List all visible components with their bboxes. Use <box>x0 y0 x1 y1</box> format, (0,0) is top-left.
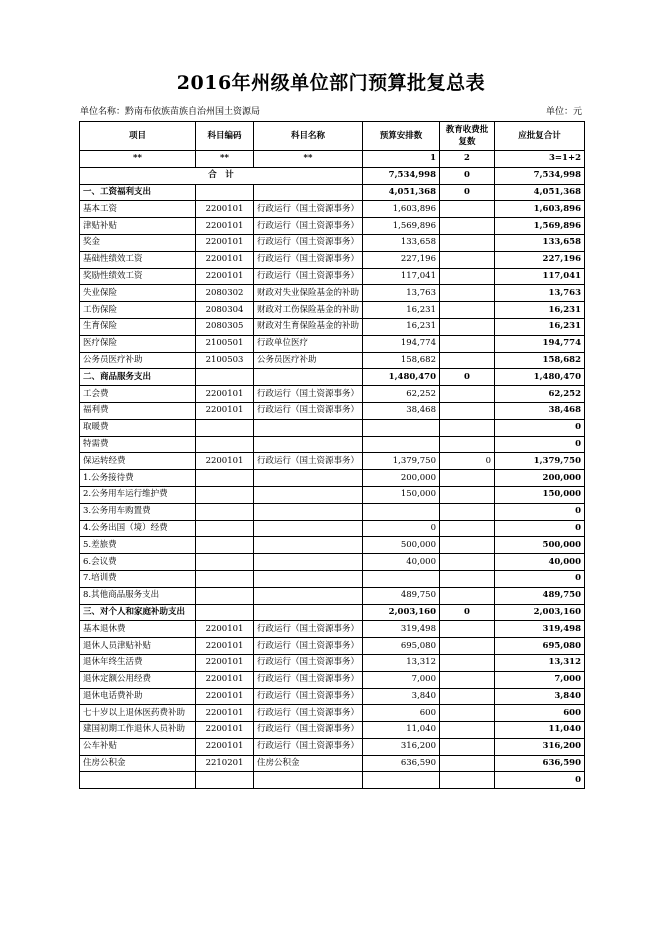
cell-code: 2200101 <box>196 688 254 705</box>
index-item: ** <box>80 151 196 168</box>
cell-code <box>196 772 254 789</box>
cell-item <box>80 772 196 789</box>
cell-name: 行政运行（国土资源事务） <box>254 738 363 755</box>
cell-budget: 319,498 <box>363 621 440 638</box>
cell-budget: 316,200 <box>363 738 440 755</box>
cell-total: 0 <box>495 436 585 453</box>
cell-item: 基础性绩效工资 <box>80 251 196 268</box>
cell-total: 150,000 <box>495 486 585 503</box>
sum-label: 合 计 <box>80 167 363 184</box>
table-row <box>80 285 585 302</box>
cell-name <box>254 184 363 201</box>
cell-edu <box>440 671 495 688</box>
cell-name: 行政运行（国土资源事务） <box>254 218 363 235</box>
sum-row <box>80 167 585 184</box>
cell-name: 行政运行（国土资源事务） <box>254 705 363 722</box>
table-row <box>80 688 585 705</box>
cell-total: 489,750 <box>495 587 585 604</box>
cell-name <box>254 772 363 789</box>
cell-name: 行政运行（国土资源事务） <box>254 234 363 251</box>
cell-code: 2200101 <box>196 638 254 655</box>
cell-item: 退休电话费补助 <box>80 688 196 705</box>
cell-name: 行政运行（国土资源事务） <box>254 386 363 403</box>
cell-total: 1,603,896 <box>495 201 585 218</box>
cell-edu: 0 <box>440 184 495 201</box>
cell-name <box>254 537 363 554</box>
cell-budget: 0 <box>363 520 440 537</box>
cell-total: 1,569,896 <box>495 218 585 235</box>
cell-item: 奖金 <box>80 234 196 251</box>
cell-name: 行政单位医疗 <box>254 335 363 352</box>
cell-code <box>196 520 254 537</box>
cell-budget <box>363 419 440 436</box>
table-row <box>80 318 585 335</box>
cell-name <box>254 436 363 453</box>
cell-edu <box>440 352 495 369</box>
cell-total: 13,312 <box>495 654 585 671</box>
currency-unit: 单位：元 <box>545 107 582 117</box>
cell-total: 695,080 <box>495 638 585 655</box>
cell-budget: 500,000 <box>363 537 440 554</box>
cell-item: 基本退休费 <box>80 621 196 638</box>
cell-item: 取暖费 <box>80 419 196 436</box>
cell-edu <box>440 503 495 520</box>
budget-table <box>79 121 585 789</box>
cell-name <box>254 604 363 621</box>
cell-budget: 133,658 <box>363 234 440 251</box>
cell-code: 2200101 <box>196 453 254 470</box>
cell-edu <box>440 537 495 554</box>
cell-edu <box>440 570 495 587</box>
cell-edu <box>440 285 495 302</box>
cell-item: 基本工资 <box>80 201 196 218</box>
cell-edu <box>440 738 495 755</box>
index-total: 3=1+2 <box>495 151 585 168</box>
section-row <box>80 604 585 621</box>
cell-edu: 0 <box>440 369 495 386</box>
cell-budget: 7,000 <box>363 671 440 688</box>
cell-name <box>254 369 363 386</box>
cell-code: 2200101 <box>196 234 254 251</box>
cell-code: 2200101 <box>196 722 254 739</box>
cell-code: 2100501 <box>196 335 254 352</box>
table-row <box>80 302 585 319</box>
cell-edu <box>440 302 495 319</box>
cell-total: 1,379,750 <box>495 453 585 470</box>
cell-total: 0 <box>495 419 585 436</box>
cell-budget: 16,231 <box>363 318 440 335</box>
cell-budget: 600 <box>363 705 440 722</box>
cell-total: 7,000 <box>495 671 585 688</box>
cell-name <box>254 503 363 520</box>
cell-edu <box>440 436 495 453</box>
page-title: 2016年州级单位部门预算批复总表 <box>176 72 486 94</box>
cell-name <box>254 570 363 587</box>
cell-budget: 150,000 <box>363 486 440 503</box>
cell-budget: 695,080 <box>363 638 440 655</box>
cell-name: 财政对工伤保险基金的补助 <box>254 302 363 319</box>
cell-total: 11,040 <box>495 722 585 739</box>
cell-code: 2200101 <box>196 268 254 285</box>
cell-total: 0 <box>495 503 585 520</box>
cell-name: 公务员医疗补助 <box>254 352 363 369</box>
cell-name: 财政对失业保险基金的补助 <box>254 285 363 302</box>
table-row <box>80 402 585 419</box>
cell-name <box>254 587 363 604</box>
table-row <box>80 520 585 537</box>
table-row <box>80 352 585 369</box>
cell-edu <box>440 722 495 739</box>
cell-edu <box>440 234 495 251</box>
cell-budget <box>363 436 440 453</box>
cell-edu <box>440 251 495 268</box>
cell-item: 退休年终生活费 <box>80 654 196 671</box>
cell-edu <box>440 318 495 335</box>
cell-item: 二、商品服务支出 <box>80 369 196 386</box>
table-row <box>80 335 585 352</box>
cell-code: 2200101 <box>196 201 254 218</box>
cell-item: 5.差旅费 <box>80 537 196 554</box>
header-name: 科目名称 <box>254 122 363 151</box>
cell-budget: 62,252 <box>363 386 440 403</box>
cell-name: 财政对生育保险基金的补助 <box>254 318 363 335</box>
cell-total: 1,480,470 <box>495 369 585 386</box>
table-row <box>80 268 585 285</box>
cell-code: 2200101 <box>196 705 254 722</box>
cell-name: 行政运行（国土资源事务） <box>254 671 363 688</box>
cell-budget: 636,590 <box>363 755 440 772</box>
table-row <box>80 554 585 571</box>
cell-total: 3,840 <box>495 688 585 705</box>
cell-edu <box>440 554 495 571</box>
cell-budget: 1,379,750 <box>363 453 440 470</box>
cell-item: 福利费 <box>80 402 196 419</box>
cell-item: 住房公积金 <box>80 755 196 772</box>
cell-edu <box>440 419 495 436</box>
header-edu: 教育收费批复数 <box>440 122 495 151</box>
cell-code: 2200101 <box>196 738 254 755</box>
cell-budget: 117,041 <box>363 268 440 285</box>
cell-total: 316,200 <box>495 738 585 755</box>
cell-item: 退休定额公用经费 <box>80 671 196 688</box>
table-row <box>80 251 585 268</box>
cell-budget: 11,040 <box>363 722 440 739</box>
cell-total: 319,498 <box>495 621 585 638</box>
cell-name <box>254 554 363 571</box>
cell-edu <box>440 470 495 487</box>
cell-budget: 13,763 <box>363 285 440 302</box>
cell-edu <box>440 201 495 218</box>
cell-edu <box>440 621 495 638</box>
sum-total: 7,534,998 <box>495 167 585 184</box>
cell-total: 0 <box>495 570 585 587</box>
cell-edu <box>440 654 495 671</box>
cell-budget: 1,480,470 <box>363 369 440 386</box>
table-row <box>80 419 585 436</box>
cell-budget: 1,569,896 <box>363 218 440 235</box>
cell-code: 2210201 <box>196 755 254 772</box>
cell-item: 建国初期工作退休人员补助 <box>80 722 196 739</box>
cell-budget: 158,682 <box>363 352 440 369</box>
table-row <box>80 638 585 655</box>
cell-budget: 1,603,896 <box>363 201 440 218</box>
cell-code <box>196 554 254 571</box>
cell-edu <box>440 520 495 537</box>
cell-item: 三、对个人和家庭补助支出 <box>80 604 196 621</box>
cell-edu: 0 <box>440 453 495 470</box>
cell-code <box>196 436 254 453</box>
table-row <box>80 436 585 453</box>
cell-total: 0 <box>495 772 585 789</box>
cell-code: 2080305 <box>196 318 254 335</box>
cell-code: 2200101 <box>196 671 254 688</box>
cell-item: 8.其他商品服务支出 <box>80 587 196 604</box>
cell-item: 一、工资福利支出 <box>80 184 196 201</box>
cell-total: 4,051,368 <box>495 184 585 201</box>
table-row <box>80 738 585 755</box>
cell-name: 行政运行（国土资源事务） <box>254 268 363 285</box>
cell-name: 行政运行（国土资源事务） <box>254 654 363 671</box>
cell-item: 七十岁以上退休医药费补助 <box>80 705 196 722</box>
cell-item: 工伤保险 <box>80 302 196 319</box>
cell-budget: 227,196 <box>363 251 440 268</box>
cell-budget: 200,000 <box>363 470 440 487</box>
cell-code <box>196 604 254 621</box>
cell-code <box>196 184 254 201</box>
cell-budget: 38,468 <box>363 402 440 419</box>
cell-budget: 194,774 <box>363 335 440 352</box>
cell-name: 行政运行（国土资源事务） <box>254 688 363 705</box>
cell-budget: 3,840 <box>363 688 440 705</box>
cell-total: 0 <box>495 520 585 537</box>
cell-edu <box>440 402 495 419</box>
cell-budget <box>363 570 440 587</box>
cell-total: 13,763 <box>495 285 585 302</box>
section-row <box>80 184 585 201</box>
cell-code <box>196 503 254 520</box>
table-row <box>80 772 585 789</box>
cell-total: 38,468 <box>495 402 585 419</box>
cell-name <box>254 470 363 487</box>
cell-name <box>254 486 363 503</box>
table-row <box>80 470 585 487</box>
cell-item: 公务员医疗补助 <box>80 352 196 369</box>
cell-item: 生育保险 <box>80 318 196 335</box>
cell-total: 16,231 <box>495 318 585 335</box>
cell-item: 6.会议费 <box>80 554 196 571</box>
cell-edu <box>440 638 495 655</box>
cell-code: 2200101 <box>196 654 254 671</box>
table-row <box>80 453 585 470</box>
cell-total: 194,774 <box>495 335 585 352</box>
cell-item: 退休人员津贴补贴 <box>80 638 196 655</box>
cell-item: 保运转经费 <box>80 453 196 470</box>
table-row <box>80 671 585 688</box>
cell-item: 1.公务接待费 <box>80 470 196 487</box>
cell-total: 158,682 <box>495 352 585 369</box>
cell-name: 行政运行（国土资源事务） <box>254 621 363 638</box>
cell-budget: 2,003,160 <box>363 604 440 621</box>
cell-code <box>196 570 254 587</box>
index-row <box>80 151 585 168</box>
table-row <box>80 503 585 520</box>
cell-budget: 4,051,368 <box>363 184 440 201</box>
cell-item: 3.公务用车购置费 <box>80 503 196 520</box>
cell-name: 住房公积金 <box>254 755 363 772</box>
cell-code: 2200101 <box>196 251 254 268</box>
cell-edu <box>440 486 495 503</box>
cell-name: 行政运行（国土资源事务） <box>254 722 363 739</box>
cell-total: 133,658 <box>495 234 585 251</box>
cell-edu <box>440 705 495 722</box>
table-row <box>80 570 585 587</box>
cell-total: 500,000 <box>495 537 585 554</box>
cell-code <box>196 537 254 554</box>
table-row <box>80 218 585 235</box>
table-row <box>80 201 585 218</box>
cell-code <box>196 419 254 436</box>
cell-budget: 13,312 <box>363 654 440 671</box>
table-row <box>80 705 585 722</box>
table-row <box>80 386 585 403</box>
header-code: 科目编码 <box>196 122 254 151</box>
sum-edu: 0 <box>440 167 495 184</box>
cell-item: 失业保险 <box>80 285 196 302</box>
table-row <box>80 587 585 604</box>
cell-edu <box>440 688 495 705</box>
cell-name <box>254 419 363 436</box>
cell-total: 600 <box>495 705 585 722</box>
cell-code: 2200101 <box>196 218 254 235</box>
header-row <box>80 122 585 151</box>
cell-edu: 0 <box>440 604 495 621</box>
cell-name: 行政运行（国土资源事务） <box>254 251 363 268</box>
cell-total: 200,000 <box>495 470 585 487</box>
table-row <box>80 654 585 671</box>
cell-item: 奖励性绩效工资 <box>80 268 196 285</box>
cell-item: 7.培训费 <box>80 570 196 587</box>
cell-item: 公车补贴 <box>80 738 196 755</box>
cell-name <box>254 520 363 537</box>
cell-code <box>196 369 254 386</box>
cell-code <box>196 486 254 503</box>
cell-name: 行政运行（国土资源事务） <box>254 201 363 218</box>
cell-budget <box>363 772 440 789</box>
cell-edu <box>440 386 495 403</box>
cell-name: 行政运行（国土资源事务） <box>254 402 363 419</box>
cell-code: 2080302 <box>196 285 254 302</box>
index-budget: 1 <box>363 151 440 168</box>
header-budget: 预算安排数 <box>363 122 440 151</box>
unit-name: 单位名称：黔南布依族苗族自治州国土资源局 <box>80 107 261 117</box>
section-row <box>80 369 585 386</box>
cell-budget: 40,000 <box>363 554 440 571</box>
cell-item: 2.公务用车运行维护费 <box>80 486 196 503</box>
table-row <box>80 537 585 554</box>
cell-edu <box>440 335 495 352</box>
cell-total: 16,231 <box>495 302 585 319</box>
cell-edu <box>440 218 495 235</box>
index-edu: 2 <box>440 151 495 168</box>
cell-budget <box>363 503 440 520</box>
cell-code: 2200101 <box>196 402 254 419</box>
cell-budget: 16,231 <box>363 302 440 319</box>
cell-item: 特需费 <box>80 436 196 453</box>
cell-item: 工会费 <box>80 386 196 403</box>
cell-total: 62,252 <box>495 386 585 403</box>
cell-edu <box>440 268 495 285</box>
cell-code <box>196 587 254 604</box>
cell-edu <box>440 772 495 789</box>
cell-total: 117,041 <box>495 268 585 285</box>
cell-item: 津贴补贴 <box>80 218 196 235</box>
index-name: ** <box>254 151 363 168</box>
cell-code: 2200101 <box>196 621 254 638</box>
table-row <box>80 234 585 251</box>
header-total: 应批复合计 <box>495 122 585 151</box>
cell-name: 行政运行（国土资源事务） <box>254 638 363 655</box>
cell-code: 2080304 <box>196 302 254 319</box>
cell-item: 医疗保险 <box>80 335 196 352</box>
cell-budget: 489,750 <box>363 587 440 604</box>
cell-total: 2,003,160 <box>495 604 585 621</box>
header-item: 项目 <box>80 122 196 151</box>
cell-total: 636,590 <box>495 755 585 772</box>
cell-name: 行政运行（国土资源事务） <box>254 453 363 470</box>
cell-code: 2200101 <box>196 386 254 403</box>
cell-item: 4.公务出国（境）经费 <box>80 520 196 537</box>
index-code: ** <box>196 151 254 168</box>
sum-budget: 7,534,998 <box>363 167 440 184</box>
cell-total: 40,000 <box>495 554 585 571</box>
table-row <box>80 722 585 739</box>
table-row <box>80 621 585 638</box>
cell-total: 227,196 <box>495 251 585 268</box>
table-row <box>80 486 585 503</box>
cell-code <box>196 470 254 487</box>
cell-code: 2100503 <box>196 352 254 369</box>
cell-edu <box>440 755 495 772</box>
table-row <box>80 755 585 772</box>
cell-edu <box>440 587 495 604</box>
